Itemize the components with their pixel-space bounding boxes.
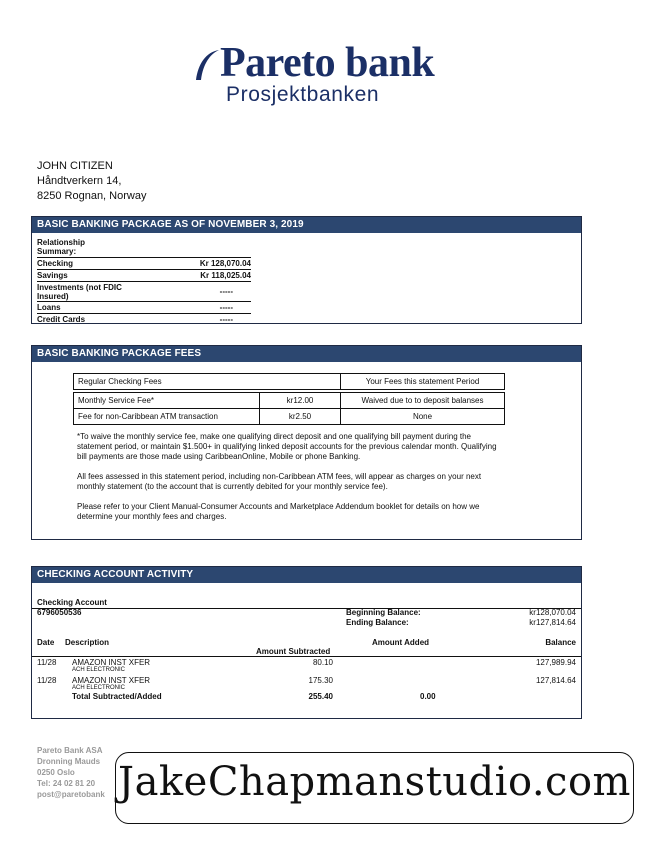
footer-line: Dronning Mauds — [37, 757, 101, 766]
col-amount-subtracted: Amount Subtracted — [256, 647, 331, 656]
customer-address — [37, 159, 146, 204]
relationship-summary — [37, 237, 251, 325]
fees-notes — [77, 432, 497, 532]
summary-label: Savings — [37, 271, 68, 280]
footer-line: post@paretobank — [37, 790, 105, 799]
fee-row — [74, 393, 505, 409]
summary-label: Checking — [37, 259, 74, 268]
fees-header-row — [74, 374, 505, 390]
bank-name: Pareto bank — [220, 40, 435, 86]
activity-header: CHECKING ACCOUNT ACTIVITY — [32, 567, 581, 583]
txn-date: 11/28 — [37, 658, 57, 667]
fee-yours: None — [341, 409, 505, 425]
customer-name: JOHN CITIZEN — [37, 160, 113, 172]
col-amount-added: Amount Added — [372, 638, 430, 647]
account-label: Checking Account — [37, 598, 107, 607]
col-balance: Balance — [545, 638, 576, 647]
summary-section — [31, 216, 582, 324]
beginning-balance-value: kr128,070.04 — [529, 608, 576, 617]
bank-tagline: Prosjektbanken — [226, 83, 380, 106]
customer-street: Håndtverkern 14, — [37, 175, 122, 187]
summary-row-credit-cards — [37, 314, 251, 325]
footer-line: Pareto Bank ASA — [37, 746, 103, 755]
fee-name: Monthly Service Fee* — [74, 393, 260, 409]
col-your-fees: Your Fees this statement Period — [341, 374, 505, 390]
fee-name: Fee for non-Caribbean ATM transaction — [74, 409, 260, 425]
total-subtracted: 255.40 — [308, 692, 333, 701]
summary-label: Investments (not FDIC Insured) — [37, 283, 122, 301]
ending-balance-value: kr127,814.64 — [529, 618, 576, 627]
ending-balance-label: Ending Balance: — [346, 618, 409, 627]
summary-row-savings — [37, 270, 251, 282]
total-label: Total Subtracted/Added — [72, 692, 162, 701]
activity-section — [31, 566, 582, 719]
col-description: Description — [65, 638, 110, 647]
txn-subtracted: 80.10 — [312, 658, 333, 667]
customer-city: 8250 Rognan, Norway — [37, 190, 147, 202]
total-added: 0.00 — [420, 692, 436, 701]
fees-section — [31, 345, 582, 540]
summary-label: Credit Cards — [37, 315, 86, 324]
account-number: 6796050536 — [37, 608, 82, 617]
fee-row — [74, 409, 505, 425]
summary-row-checking — [37, 258, 251, 270]
swoosh-icon — [190, 44, 220, 84]
summary-row-loans — [37, 302, 251, 314]
summary-label: Loans — [37, 303, 61, 312]
txn-subtracted: 175.30 — [308, 676, 333, 685]
summary-value: ----- — [219, 303, 233, 312]
watermark-banner — [115, 752, 634, 824]
fee-note: Please refer to your Client Manual-Consumer Accounts and Marketplace Addendum booklet for details on how we determine your monthly fees and charges. — [77, 502, 480, 521]
fees-table — [73, 373, 505, 425]
fee-amount: kr2.50 — [260, 409, 341, 425]
summary-header: BASIC BANKING PACKAGE AS OF NOVEMBER 3, 2019 — [32, 217, 581, 233]
summary-value: ----- — [219, 315, 233, 324]
fee-amount: kr12.00 — [260, 393, 341, 409]
summary-title-row — [37, 237, 251, 258]
summary-value: ----- — [219, 287, 233, 296]
txn-description: AMAZON INST XFER — [72, 676, 151, 685]
fees-header: BASIC BANKING PACKAGE FEES — [32, 346, 581, 362]
fee-note: All fees assessed in this statement period, including non-Caribbean ATM fees, will appear as charges on your next monthly statement (to the account that is currently debited for your monthly service fee). — [77, 472, 482, 491]
summary-value: Kr 128,070.04 — [199, 259, 251, 268]
fee-note: *To waive the monthly service fee, make one qualifying direct deposit and one qualifying bill payment during the statement period, or maintain $1.500+ in qualifying linked deposit accounts for the previous calendar month. Qualifying bill payments are those made using CaribbeanOnline, Mobile or phone Banking. — [77, 432, 497, 461]
watermark-text: JakeChapmanstudio.com — [118, 759, 631, 805]
summary-title: Relationship Summary: — [37, 238, 86, 256]
footer-line: Tel: 24 02 81 20 — [37, 779, 96, 788]
txn-date: 11/28 — [37, 676, 57, 685]
txn-subtype: ACH ELECTRONIC — [72, 667, 126, 673]
bank-logo — [190, 40, 480, 110]
summary-value: Kr 118,025.04 — [200, 271, 251, 280]
summary-row-investments — [37, 282, 251, 302]
txn-subtype: ACH ELECTRONIC — [72, 685, 126, 691]
txn-balance: 127,989.94 — [535, 658, 576, 667]
bank-footer — [37, 745, 105, 800]
fee-yours: Waived due to to deposit balanses — [341, 393, 505, 409]
txn-description: AMAZON INST XFER — [72, 658, 151, 667]
txn-balance: 127,814.64 — [535, 676, 576, 685]
footer-line: 0250 Oslo — [37, 768, 75, 777]
col-date: Date — [37, 638, 55, 647]
beginning-balance-label: Beginning Balance: — [346, 608, 421, 617]
col-regular-fees: Regular Checking Fees — [74, 374, 341, 390]
